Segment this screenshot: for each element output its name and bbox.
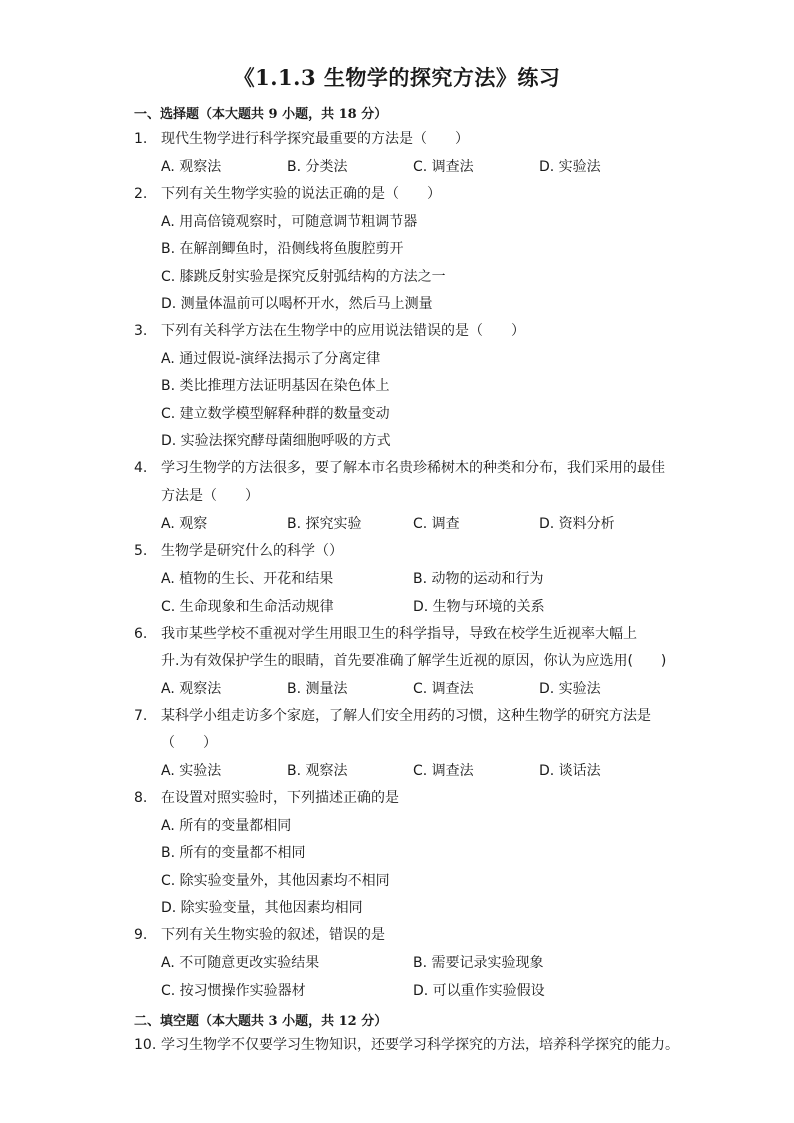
option: B. 类比推理方法证明基因在染色体上 (161, 378, 390, 394)
option: D. 谈话法 (539, 763, 601, 779)
option: D. 测量体温前可以喝杯开水，然后马上测量 (161, 296, 433, 312)
question-text: 下列有关生物学实验的说法正确的是（ ） (161, 186, 441, 202)
option: D. 除实验变量，其他因素均相同 (161, 900, 363, 916)
question-text-continued: 方法是（ ） (161, 488, 259, 504)
option: C. 生命现象和生命活动规律 (161, 599, 334, 615)
option: B. 测量法 (287, 681, 348, 697)
question-text: 某科学小组走访多个家庭，了解人们安全用药的习惯，这种生物学的研究方法是 (161, 708, 651, 724)
option: A. 实验法 (161, 763, 222, 779)
question-number: 7. (134, 708, 148, 724)
option: A. 观察法 (161, 159, 222, 175)
section-heading-choice: 一、选择题（本大题共 9 小题，共 18 分） (134, 107, 388, 122)
option: B. 动物的运动和行为 (413, 571, 544, 587)
option: D. 可以重作实验假设 (413, 983, 545, 999)
question-text: 现代生物学进行科学探究最重要的方法是（ ） (161, 131, 469, 147)
question-text-continued: 升.为有效保护学生的眼睛，首先要准确了解学生近视的原因，你认为应选用( ) (161, 653, 667, 669)
question-number: 4. (134, 460, 148, 476)
option: B. 探究实验 (287, 516, 362, 532)
option: C. 建立数学模型解释种群的数量变动 (161, 406, 390, 422)
option: C. 按习惯操作实验器材 (161, 983, 306, 999)
option: D. 资料分析 (539, 516, 615, 532)
question-number: 3. (134, 323, 148, 339)
option: A. 植物的生长、开花和结果 (161, 571, 334, 587)
option: B. 观察法 (287, 763, 348, 779)
option: D. 实验法 (539, 159, 601, 175)
option: C. 膝跳反射实验是探究反射弧结构的方法之一 (161, 269, 446, 285)
option: D. 实验法 (539, 681, 601, 697)
option: B. 需要记录实验现象 (413, 955, 544, 971)
question-text: 下列有关科学方法在生物学中的应用说法错误的是（ ） (161, 323, 525, 339)
question-text: 学习生物学不仅要学习生物知识，还要学习科学探究的方法，培养科学探究的能力。 (161, 1037, 679, 1053)
option: A. 不可随意更改实验结果 (161, 955, 320, 971)
question-text: 我市某些学校不重视对学生用眼卫生的科学指导，导致在校学生近视率大幅上 (161, 626, 637, 642)
option: A. 通过假说-演绎法揭示了分离定律 (161, 351, 381, 367)
question-text: 学习生物学的方法很多，要了解本市名贵珍稀树木的种类和分布，我们采用的最佳 (161, 460, 665, 476)
question-text: 下列有关生物实验的叙述，错误的是 (161, 927, 385, 943)
option: B. 在解剖鲫鱼时，沿侧线将鱼腹腔剪开 (161, 241, 404, 257)
question-number: 10. (134, 1037, 157, 1053)
question-number: 1. (134, 131, 148, 147)
option: D. 实验法探究酵母菌细胞呼吸的方式 (161, 433, 391, 449)
question-number: 8. (134, 790, 148, 806)
option: B. 分类法 (287, 159, 348, 175)
option: C. 调查 (413, 516, 460, 532)
question-text: 在设置对照实验时，下列描述正确的是 (161, 790, 399, 806)
page-title: 《1.1.3 生物学的探究方法》练习 (233, 65, 561, 90)
question-text: 生物学是研究什么的科学（） (161, 543, 343, 559)
question-number: 6. (134, 626, 148, 642)
question-number: 5. (134, 543, 148, 559)
option: D. 生物与环境的关系 (413, 599, 545, 615)
option: A. 观察法 (161, 681, 222, 697)
section-heading-fill: 二、填空题（本大题共 3 小题，共 12 分） (134, 1014, 388, 1029)
question-number: 2. (134, 186, 148, 202)
option: A. 所有的变量都相同 (161, 818, 292, 834)
option: B. 所有的变量都不相同 (161, 845, 306, 861)
option: A. 用高倍镜观察时，可随意调节粗调节器 (161, 214, 418, 230)
option: A. 观察 (161, 516, 208, 532)
option: C. 调查法 (413, 159, 474, 175)
question-number: 9. (134, 927, 148, 943)
option: C. 调查法 (413, 763, 474, 779)
option: C. 调查法 (413, 681, 474, 697)
question-text-continued: （ ） (161, 735, 217, 751)
option: C. 除实验变量外，其他因素均不相同 (161, 873, 390, 889)
